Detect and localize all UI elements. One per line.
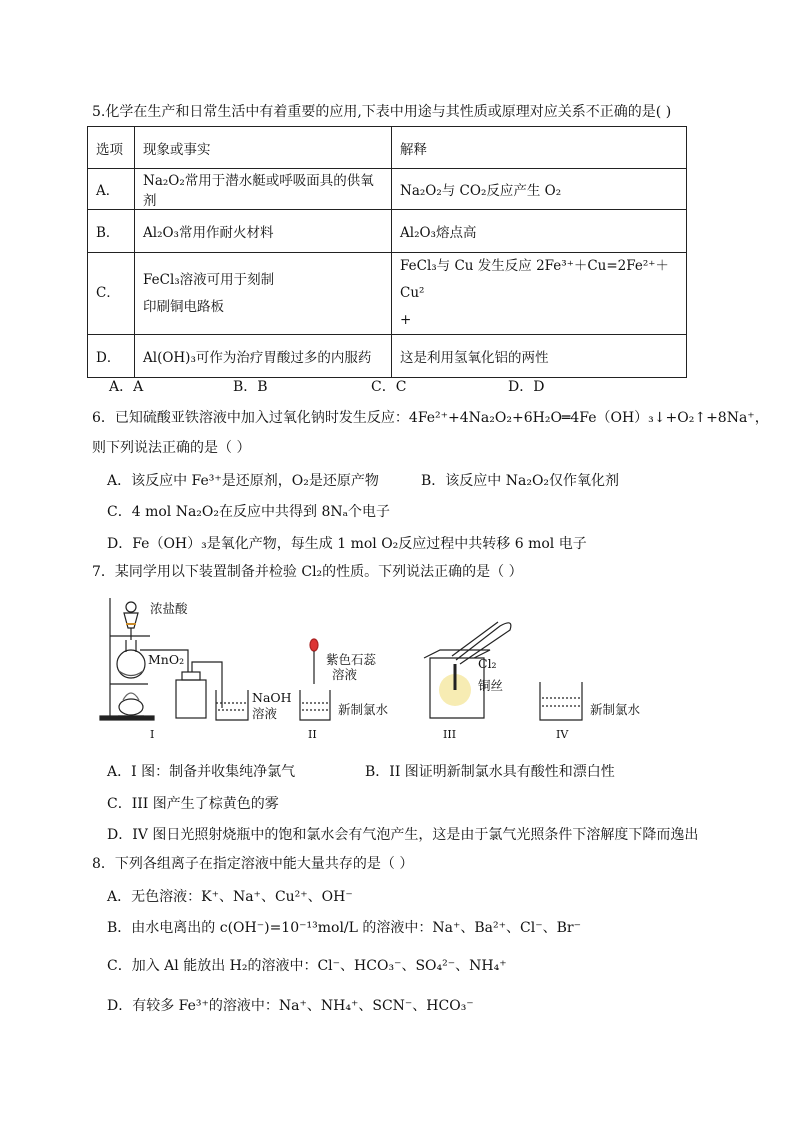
figure-label-i: I xyxy=(150,728,155,741)
q7-option-b: B．II 图证明新制氯水具有酸性和漂白性 xyxy=(365,764,615,780)
q5-row-d-explain: 这是利用氢氧化铝的两性 xyxy=(392,335,687,378)
q6-option-d: D．Fe（OH）₃是氧化产物，每生成 1 mol O₂反应过程中共转移 6 mol 电子 xyxy=(107,536,587,552)
q6-option-b: B．该反应中 Na₂O₂仅作氧化剂 xyxy=(421,473,620,489)
label-chlorine-water: 新制氯水 xyxy=(338,702,389,717)
q8-option-b: B．由水电离出的 c(OH⁻)=10⁻¹³mol/L 的溶液中：Na⁺、Ba²⁺、Cl⁻、Br⁻ xyxy=(107,920,581,936)
q5-row-a-explain: Na₂O₂与 CO₂反应产生 O₂ xyxy=(392,169,687,210)
q7-option-d: D．IV 图日光照射烧瓶中的饱和氯水会有气泡产生，这是由于氯气光照条件下溶解度下降而逸出 xyxy=(107,827,699,843)
q5-row-b-option: B． xyxy=(88,210,135,253)
q7-option-c: C．III 图产生了棕黄色的雾 xyxy=(107,796,279,812)
q5-row-c-fact-line2: 印刷铜电路板 xyxy=(143,298,224,315)
label-litmus: 紫色石蕊 xyxy=(326,652,377,667)
q5-row-c-option: C． xyxy=(88,253,135,335)
label-litmus-solution: 溶液 xyxy=(332,667,358,682)
q6-stem-line2: 则下列说法正确的是（ ） xyxy=(92,440,251,456)
chlorine-water-beaker-ii xyxy=(300,690,330,720)
figure-label-iv: IV xyxy=(556,728,569,741)
label-conc-hcl: 浓盐酸 xyxy=(150,601,188,616)
q5-row-d-option: D． xyxy=(88,335,135,378)
chlorine-water-beaker-iv xyxy=(540,682,582,720)
q7-stem: 7．某同学用以下装置制备并检验 Cl₂的性质。下列说法正确的是（ ） xyxy=(92,564,523,580)
q5-row-c-fact-line1: FeCl₃溶液可用于刻制 xyxy=(143,271,275,288)
q5-row-c-explain-line2: + xyxy=(400,312,412,328)
alcohol-lamp xyxy=(118,693,144,716)
q5-row-d-fact: Al(OH)₃可作为治疗胃酸过多的内服药 xyxy=(135,335,392,378)
round-bottom-flask xyxy=(117,640,145,678)
label-naoh-solution: 溶液 xyxy=(252,706,278,721)
label-naoh: NaOH xyxy=(252,690,292,705)
q5-row-a-fact: Na₂O₂常用于潜水艇或呼吸面具的供氧剂 xyxy=(135,169,392,210)
label-chlorine-water-iv: 新制氯水 xyxy=(590,702,641,717)
figure-label-iii: III xyxy=(443,728,457,741)
q8-option-a: A．无色溶液：K⁺、Na⁺、Cu²⁺、OH⁻ xyxy=(107,889,353,905)
q5-header-option: 选项 xyxy=(88,127,135,169)
q5-row-c-explain-line1: FeCl₃与 Cu 发生反应 2Fe³⁺＋Cu=2Fe²⁺＋Cu² xyxy=(400,258,669,301)
q5-choice-b: B．B xyxy=(233,379,268,395)
q5-choice-c: C．C xyxy=(371,379,407,395)
q5-row-b-fact: Al₂O₃常用作耐火材料 xyxy=(135,210,392,253)
q6-option-a: A．该反应中 Fe³⁺是还原剂，O₂是还原产物 xyxy=(107,473,379,489)
label-mno2: MnO₂ xyxy=(148,652,185,667)
gas-collection-bottle xyxy=(176,672,206,718)
q5-row-a-option: A． xyxy=(88,169,135,210)
q5-stem: 5.化学在生产和日常生活中有着重要的应用,下表中用途与其性质或原理对应关系不正确的是( ) xyxy=(92,104,672,120)
q6-option-c: C．4 mol Na₂O₂在反应中共得到 8Nₐ个电子 xyxy=(107,504,391,520)
q6-stem-line1: 6．已知硫酸亚铁溶液中加入过氧化钠时发生反应：4Fe²⁺+4Na₂O₂+6H₂O═4Fe（OH）₃↓+O₂↑+8Na⁺， xyxy=(92,410,769,426)
q8-option-d: D．有较多 Fe³⁺的溶液中：Na⁺、NH₄⁺、SCN⁻、HCO₃⁻ xyxy=(107,998,474,1014)
label-copper-wire: 铜丝 xyxy=(478,678,504,693)
q7-option-a: A．I 图：制备并收集纯净氯气 xyxy=(107,764,296,780)
q5-row-b-explain: Al₂O₃熔点高 xyxy=(392,210,687,253)
label-cl2: Cl₂ xyxy=(478,656,497,671)
q5-choice-d: D．D xyxy=(508,379,545,395)
figure-label-ii: II xyxy=(308,728,317,741)
q8-stem: 8．下列各组离子在指定溶液中能大量共存的是（ ） xyxy=(92,856,414,872)
iron-stand xyxy=(100,598,154,720)
q5-choice-a: A．A xyxy=(109,379,144,395)
dropper xyxy=(310,639,318,684)
separatory-funnel xyxy=(124,602,138,640)
q8-option-c: C．加入 Al 能放出 H₂的溶液中：Cl⁻、HCO₃⁻、SO₄²⁻、NH₄⁺ xyxy=(107,958,507,974)
q5-header-explain: 解释 xyxy=(392,127,687,169)
q5-header-fact: 现象或事实 xyxy=(135,127,392,169)
naoh-beaker xyxy=(216,690,248,720)
